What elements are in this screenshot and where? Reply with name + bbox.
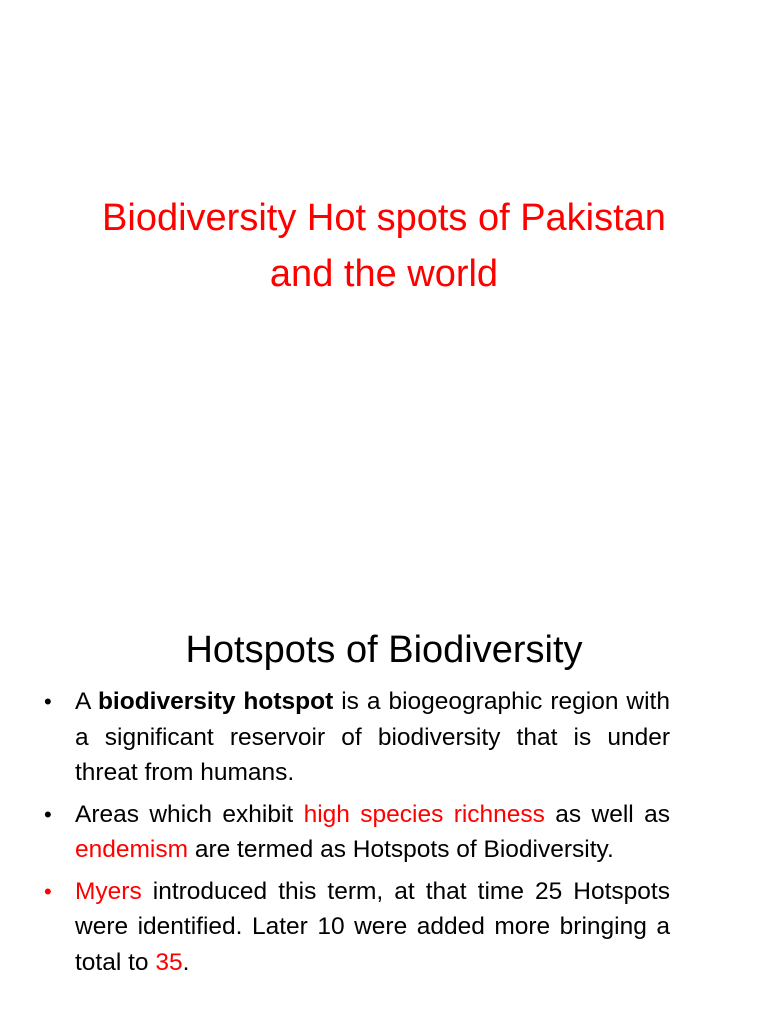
bullet-1-term: biodiversity hotspot bbox=[97, 688, 334, 715]
bullet-3-text-b: . bbox=[182, 948, 190, 976]
bullet-3-highlight-total: 35 bbox=[155, 948, 183, 976]
bullet-list bbox=[44, 684, 670, 986]
title-line-1: Biodiversity Hot spots of Pakistan bbox=[102, 197, 666, 239]
title-line-2: and the world bbox=[269, 253, 499, 295]
bullet-2-text-c: are termed as Hotspots of Biodiversity. bbox=[188, 836, 614, 863]
bullet-3-text-a: introduced this term, at that time 25 Hotspots were identified. Later 10 were added more bringing a total to bbox=[75, 877, 670, 976]
slide-2-title: Hotspots of Biodiversity bbox=[185, 629, 583, 671]
bullet-item-1 bbox=[44, 684, 670, 791]
bullet-1-text-b: is a biogeographic region with a significant reservoir of biodiversity that is under threat from humans. bbox=[75, 688, 670, 786]
bullet-2-highlight-richness: high species richness bbox=[303, 800, 545, 828]
slide-1-title bbox=[40, 190, 728, 302]
bullet-3-highlight-myers: Myers bbox=[75, 877, 142, 905]
bullet-item-3 bbox=[44, 874, 670, 981]
bullet-2-text-a: Areas which exhibit bbox=[75, 800, 304, 828]
bullet-dot-icon: • bbox=[44, 801, 52, 827]
bullet-dot-icon: • bbox=[44, 878, 52, 904]
bullet-2-text-b: as well as bbox=[544, 800, 670, 828]
bullet-1-text-a: A bbox=[75, 688, 98, 715]
bullet-dot-icon: • bbox=[44, 689, 52, 714]
bullet-item-2 bbox=[44, 797, 670, 868]
bullet-2-highlight-endemism: endemism bbox=[75, 836, 189, 863]
